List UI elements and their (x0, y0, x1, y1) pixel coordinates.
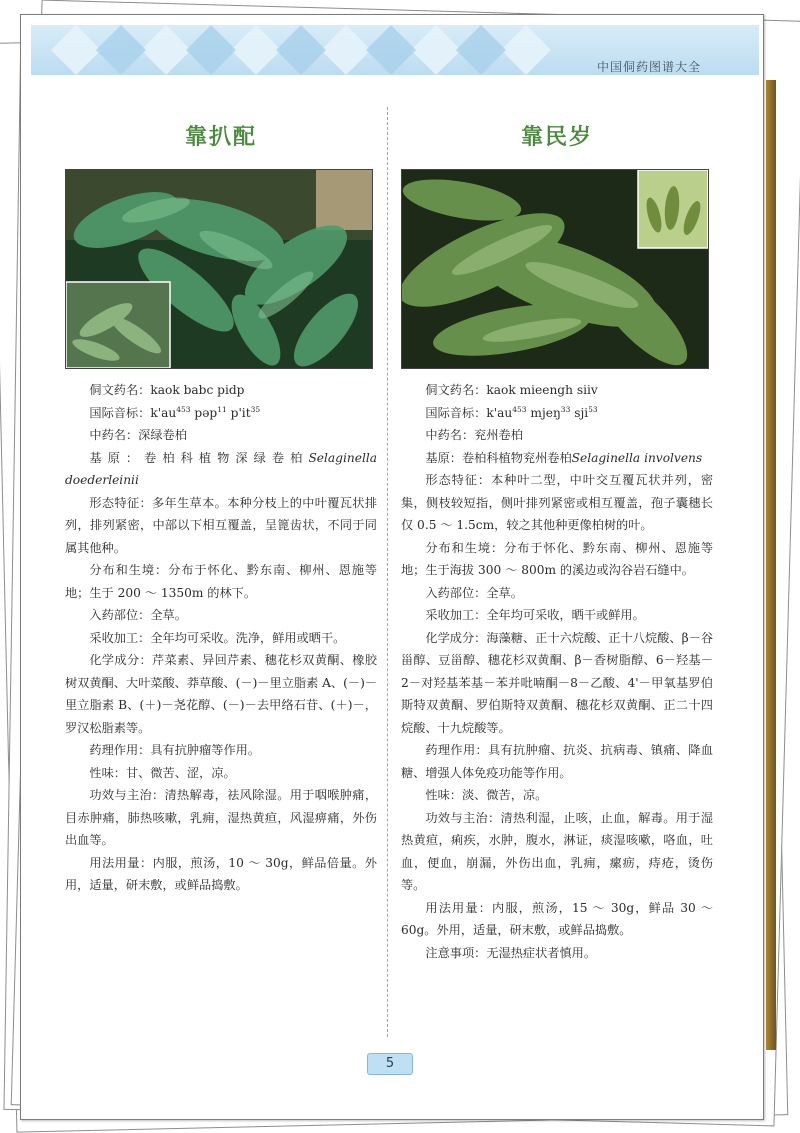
left-para-distribution: 分布和生境：分布于怀化、黔东南、柳州、恩施等地；生于 200 ～ 1350m 的林下。 (65, 563, 378, 600)
left-para-dong-name: 侗文药名：kaok babc pidp (89, 383, 245, 397)
right-para-origin: 基原：卷柏科植物兖州卷柏Selaginella involvens (425, 450, 703, 465)
left-para-efficacy: 功效与主治：清热解毒，祛风除湿。用于咽喉肿痛，目赤肿痛，肺热咳嗽，乳痈，湿热黄疸，风湿痹痛，外伤出血等。 (65, 788, 378, 847)
left-para-taste: 性味：甘、微苦、涩，凉。 (89, 765, 236, 780)
left-plant-photo (65, 169, 373, 369)
right-plant-photo (401, 169, 709, 369)
left-column-title: 靠扒配 (184, 124, 257, 150)
left-para-origin: 基原：卷柏科植物深绿卷柏Selaginella doederleinii (65, 450, 378, 487)
right-para-pharmacology: 药理作用：具有抗肿瘤、抗炎、抗病毒、镇痛、降血糖、增强人体免疫功能等作用。 (401, 743, 714, 780)
right-column-title: 靠民岁 (520, 124, 593, 150)
left-para-morphology: 形态特征：多年生草本。本种分枝上的中叶覆瓦状排列，排列紧密，中部以下相互覆盖，呈篦齿状，不同于同属其他种。 (65, 495, 378, 555)
header-banner (31, 25, 759, 75)
right-column (401, 117, 713, 964)
right-para-harvest: 采收加工：全年均可采收，晒干或鲜用。 (425, 608, 645, 622)
right-para-distribution: 分布和生境：分布于怀化、黔东南、柳州、恩施等地；生于海拔 300 ～ 800m 的溪边或沟谷岩石缝中。 (401, 540, 714, 577)
left-para-pharmacology: 药理作用：具有抗肿瘤等作用。 (89, 743, 261, 757)
book-edge (766, 80, 776, 1050)
right-para-chinese-name: 中药名：兖州卷柏 (425, 428, 523, 442)
right-para-chemistry: 化学成分：海藻糖、正十六烷酸、正十八烷酸、β－谷甾醇、豆甾醇、穗花杉双黄酮、β－香树脂醇、6－羟基－2－对羟基苯基－苯并吡喃酮－8－乙酸、4'－甲氧基罗伯斯特双黄酮、罗伯斯特双黄酮、穗花杉双黄酮、正二十四烷酸、十九烷酸等。 (401, 630, 714, 735)
left-para-harvest: 采收加工：全年均可采收。洗净，鲜用或晒干。 (89, 630, 346, 645)
right-para-morphology: 形态特征：本种叶二型，中叶交互覆瓦状并列，密集，侧枝较短指，侧叶排列紧密或相互覆盖，孢子囊穗长仅 0.5 ～ 1.5cm，较之其他种更像柏树的叶。 (401, 473, 714, 532)
column-divider (387, 107, 388, 1037)
left-para-ipa: 国际音标：$k'au^{453}$ pəp$^{11}$ $p'it^{35}$ (89, 404, 261, 420)
left-para-medicinal-part: 入药部位：全草。 (89, 608, 187, 622)
left-description (65, 379, 377, 897)
page-number: 5 (367, 1053, 413, 1075)
right-para-taste: 性味：淡、微苦，凉。 (425, 788, 548, 802)
right-description (401, 379, 713, 964)
left-para-chinese-name: 中药名：深绿卷柏 (89, 428, 187, 442)
right-para-caution: 注意事项：无湿热症状者慎用。 (425, 945, 597, 960)
left-para-chemistry: 化学成分：芹菜素、异回芹素、穗花杉双黄酮、橡胶树双黄酮、大叶菜酸、莽草酸、(－)－里立脂素 A、(－)－里立脂素 B、(＋)－尧花醇、(－)－去甲络石苷、(＋)－，罗汉松脂素等。 (65, 653, 378, 735)
left-column (65, 117, 377, 897)
right-para-medicinal-part: 入药部位：全草。 (425, 585, 523, 600)
right-para-dong-name: 侗文药名：kaok mieengh siiv (425, 383, 598, 397)
header-title: 中国侗药图谱大全 (596, 60, 701, 74)
left-para-dosage: 用法用量：内服，煎汤，10 ～ 30g，鲜品倍量。外用，适量，研末敷，或鲜品捣敷。 (65, 855, 377, 892)
book-page (20, 14, 764, 1120)
right-para-efficacy: 功效与主治：清热利湿，止咳，止血，解毒。用于湿热黄疸，痢疾，水肿，腹水，淋证，痰湿咳嗽，咯血，吐血，便血，崩漏，外伤出血，乳痈，瘰疬，痔疮，烫伤等。 (401, 810, 714, 892)
right-para-dosage: 用法用量：内服，煎汤，15 ～ 30g，鲜品 30 ～ 60g。外用，适量，研末敷，或鲜品捣敷。 (401, 900, 714, 937)
right-para-ipa: 国际音标：$k'au^{453}$ mjeŋ$^{33}$ sji$^{53}$ (425, 404, 598, 420)
